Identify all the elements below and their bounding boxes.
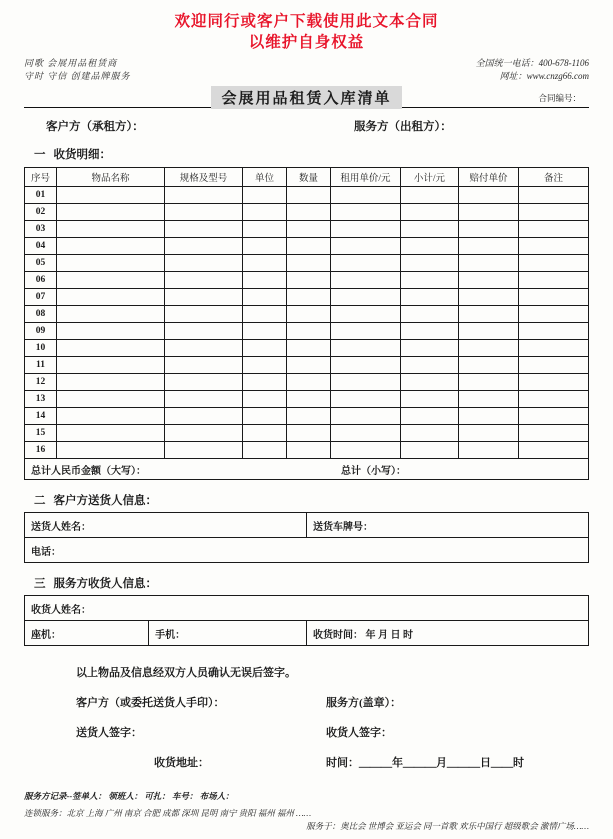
- cell-compensation[interactable]: [459, 340, 519, 357]
- company-name: 同歌 会展用品租赁商: [24, 58, 118, 68]
- cell-price[interactable]: [331, 204, 401, 221]
- receiver-landline-label[interactable]: 座机：: [25, 621, 149, 646]
- detail-table: [24, 167, 589, 480]
- cell-compensation[interactable]: [459, 442, 519, 459]
- cell-qty[interactable]: [287, 289, 331, 306]
- confirmation-statement: 以上物品及信息经双方人员确认无误后签字。: [76, 667, 296, 679]
- col-compensation-price: 赔付单价: [459, 168, 519, 187]
- detail-table-header-row: [25, 168, 589, 187]
- cell-compensation[interactable]: [459, 204, 519, 221]
- delivery-address-label[interactable]: 收货地址：: [154, 757, 209, 769]
- table-row[interactable]: [25, 425, 589, 442]
- cell-unit[interactable]: [243, 289, 287, 306]
- cell-qty[interactable]: [287, 255, 331, 272]
- row-index: 11: [25, 357, 57, 374]
- cell-price[interactable]: [331, 408, 401, 425]
- col-quantity: 数量: [287, 168, 331, 187]
- row-index: 13: [25, 391, 57, 408]
- cell-qty[interactable]: [287, 425, 331, 442]
- cell-compensation[interactable]: [459, 238, 519, 255]
- row-index: 16: [25, 442, 57, 459]
- cell-subtotal[interactable]: [401, 255, 459, 272]
- cell-qty[interactable]: [287, 357, 331, 374]
- cell-item-name[interactable]: [57, 272, 165, 289]
- table-row[interactable]: [25, 340, 589, 357]
- cell-qty[interactable]: [287, 340, 331, 357]
- cell-price[interactable]: [331, 442, 401, 459]
- cell-remark[interactable]: [519, 323, 589, 340]
- row-index: 14: [25, 408, 57, 425]
- table-row[interactable]: [25, 255, 589, 272]
- section-one-heading: [24, 146, 589, 162]
- row-index: 01: [25, 187, 57, 204]
- col-index: 序号: [25, 168, 57, 187]
- cell-remark[interactable]: [519, 306, 589, 323]
- receiver-time-units: 年 月 日 时: [365, 629, 413, 641]
- col-subtotal: 小计/元: [401, 168, 459, 187]
- footer-service-line: 服务于：奥比会 世博会 亚运会 同一首歌 欢乐中国行 超级歌会 激情广场……: [306, 821, 589, 831]
- cell-subtotal[interactable]: [401, 289, 459, 306]
- cell-unit[interactable]: [243, 204, 287, 221]
- row-index: 06: [25, 272, 57, 289]
- cell-spec[interactable]: [165, 289, 243, 306]
- cell-compensation[interactable]: [459, 391, 519, 408]
- cell-qty[interactable]: [287, 187, 331, 204]
- col-unit: 单位: [243, 168, 287, 187]
- signature-row-address-time: [24, 754, 589, 770]
- table-row[interactable]: [25, 408, 589, 425]
- cell-remark[interactable]: [519, 187, 589, 204]
- cell-qty[interactable]: [287, 391, 331, 408]
- cell-remark[interactable]: [519, 255, 589, 272]
- cell-subtotal[interactable]: [401, 323, 459, 340]
- cell-price[interactable]: [331, 425, 401, 442]
- cell-unit[interactable]: [243, 425, 287, 442]
- parties-row: [24, 118, 589, 134]
- cell-spec[interactable]: [165, 340, 243, 357]
- cell-compensation[interactable]: [459, 374, 519, 391]
- cell-price[interactable]: [331, 238, 401, 255]
- cell-remark[interactable]: [519, 221, 589, 238]
- cell-unit[interactable]: [243, 357, 287, 374]
- cell-price[interactable]: [331, 289, 401, 306]
- section-one-number: 一: [34, 149, 46, 161]
- row-index: 12: [25, 374, 57, 391]
- cell-price[interactable]: [331, 340, 401, 357]
- table-row[interactable]: [25, 357, 589, 374]
- cell-remark[interactable]: [519, 238, 589, 255]
- cell-price[interactable]: [331, 323, 401, 340]
- receiver-row-2[interactable]: [25, 621, 589, 646]
- cell-compensation[interactable]: [459, 306, 519, 323]
- section-one-label: 收货明细：: [53, 149, 111, 161]
- cell-unit[interactable]: [243, 255, 287, 272]
- contract-number-label: 合同编号：: [538, 93, 581, 103]
- cell-spec[interactable]: [165, 374, 243, 391]
- service-seal-label[interactable]: 服务方(盖章）：: [326, 697, 402, 709]
- cell-unit[interactable]: [243, 374, 287, 391]
- total-amount-figures-label: 总计（小写）：: [341, 465, 406, 477]
- letterhead: [24, 57, 589, 83]
- cell-compensation[interactable]: [459, 323, 519, 340]
- cell-unit[interactable]: [243, 442, 287, 459]
- cell-item-name[interactable]: [57, 289, 165, 306]
- company-website: 网址：www.cnzg66.com: [499, 71, 589, 81]
- total-amount-words-label: 总计人民币金额（大写）：: [31, 465, 146, 477]
- cell-item-name[interactable]: [57, 425, 165, 442]
- cell-remark[interactable]: [519, 391, 589, 408]
- cell-price[interactable]: [331, 221, 401, 238]
- cell-item-name[interactable]: [57, 408, 165, 425]
- row-index: 04: [25, 238, 57, 255]
- table-row[interactable]: [25, 187, 589, 204]
- section-two-heading: [24, 492, 589, 508]
- cell-qty[interactable]: [287, 408, 331, 425]
- cell-price[interactable]: [331, 306, 401, 323]
- cell-spec[interactable]: [165, 255, 243, 272]
- cell-qty[interactable]: [287, 272, 331, 289]
- cell-qty[interactable]: [287, 238, 331, 255]
- cell-unit[interactable]: [243, 221, 287, 238]
- cell-remark[interactable]: [519, 204, 589, 221]
- cell-spec[interactable]: [165, 323, 243, 340]
- detail-table-body: [25, 187, 589, 480]
- table-row[interactable]: [25, 289, 589, 306]
- cell-compensation[interactable]: [459, 255, 519, 272]
- cell-subtotal[interactable]: [401, 204, 459, 221]
- cell-spec[interactable]: [165, 357, 243, 374]
- cell-qty[interactable]: [287, 323, 331, 340]
- sender-row-1[interactable]: [25, 513, 589, 538]
- cell-remark[interactable]: [519, 289, 589, 306]
- row-index: 09: [25, 323, 57, 340]
- receiver-time-cell[interactable]: [306, 621, 588, 646]
- cell-compensation[interactable]: [459, 289, 519, 306]
- cell-subtotal[interactable]: [401, 408, 459, 425]
- cell-unit[interactable]: [243, 238, 287, 255]
- service-party-label: 服务方（出租方）：: [354, 121, 452, 133]
- cell-remark[interactable]: [519, 442, 589, 459]
- table-row[interactable]: [25, 221, 589, 238]
- document-footer: [24, 790, 589, 833]
- receiver-time-label: 收货时间：: [312, 629, 363, 641]
- cell-subtotal[interactable]: [401, 425, 459, 442]
- cell-remark[interactable]: [519, 272, 589, 289]
- table-row[interactable]: [25, 442, 589, 459]
- table-row[interactable]: [25, 323, 589, 340]
- title-area: [24, 86, 589, 106]
- cell-spec[interactable]: [165, 425, 243, 442]
- cell-subtotal[interactable]: [401, 221, 459, 238]
- row-index: 10: [25, 340, 57, 357]
- row-index: 03: [25, 221, 57, 238]
- sender-signature-label[interactable]: 送货人签字：: [76, 727, 142, 739]
- cell-item-name[interactable]: [57, 238, 165, 255]
- cell-unit[interactable]: [243, 340, 287, 357]
- cell-remark[interactable]: [519, 425, 589, 442]
- cell-compensation[interactable]: [459, 408, 519, 425]
- receiver-signature-label[interactable]: 收货人签字：: [326, 727, 392, 739]
- sender-plate-label[interactable]: 送货车牌号：: [307, 513, 589, 538]
- cell-remark[interactable]: [519, 357, 589, 374]
- cell-unit[interactable]: [243, 323, 287, 340]
- cell-compensation[interactable]: [459, 272, 519, 289]
- cell-compensation[interactable]: [459, 425, 519, 442]
- cell-subtotal[interactable]: [401, 187, 459, 204]
- cell-item-name[interactable]: [57, 442, 165, 459]
- cell-subtotal[interactable]: [401, 442, 459, 459]
- company-phone: 全国统一电话：400-678-1106: [475, 58, 589, 68]
- cell-compensation[interactable]: [459, 357, 519, 374]
- cell-unit[interactable]: [243, 187, 287, 204]
- table-row[interactable]: [25, 204, 589, 221]
- cell-unit[interactable]: [243, 272, 287, 289]
- cell-price[interactable]: [331, 272, 401, 289]
- company-contact: [476, 57, 589, 83]
- company-branding: [24, 57, 131, 83]
- cell-qty[interactable]: [287, 204, 331, 221]
- promo-banner-line1: 欢迎同行或客户下载使用此文本合同: [174, 13, 439, 30]
- table-row[interactable]: [25, 272, 589, 289]
- customer-party-label: 客户方（承租方）：: [46, 121, 144, 133]
- cell-price[interactable]: [331, 357, 401, 374]
- section-two-number: 二: [34, 495, 46, 507]
- cell-unit[interactable]: [243, 306, 287, 323]
- cell-subtotal[interactable]: [401, 374, 459, 391]
- section-three-label: 服务方收货人信息：: [53, 578, 157, 590]
- cell-item-name[interactable]: [57, 323, 165, 340]
- cell-item-name[interactable]: [57, 340, 165, 357]
- cell-spec[interactable]: [165, 221, 243, 238]
- cell-spec[interactable]: [165, 442, 243, 459]
- cell-item-name[interactable]: [57, 221, 165, 238]
- footer-record-line: 服务方记录--签单人： 领班人： 可扎： 车号： 布场人：: [24, 791, 234, 801]
- table-row[interactable]: [25, 238, 589, 255]
- cell-qty[interactable]: [287, 221, 331, 238]
- receiver-mobile-label[interactable]: 手机：: [149, 621, 307, 646]
- cell-item-name[interactable]: [57, 187, 165, 204]
- cell-qty[interactable]: [287, 442, 331, 459]
- receiver-name-label[interactable]: 收货人姓名：: [25, 596, 589, 621]
- cell-spec[interactable]: [165, 187, 243, 204]
- section-two-label: 客户方送货人信息：: [53, 495, 157, 507]
- cell-remark[interactable]: [519, 374, 589, 391]
- row-index: 07: [25, 289, 57, 306]
- section-three-heading: [24, 575, 589, 591]
- sender-row-2[interactable]: [25, 538, 589, 563]
- promo-banner: [24, 12, 589, 53]
- page-title: 会展用品租赁入库清单: [211, 86, 401, 109]
- col-remark: 备注: [519, 168, 589, 187]
- totals-row[interactable]: [25, 459, 589, 480]
- cell-item-name[interactable]: [57, 255, 165, 272]
- cell-subtotal[interactable]: [401, 391, 459, 408]
- cell-compensation[interactable]: [459, 187, 519, 204]
- cell-spec[interactable]: [165, 272, 243, 289]
- cell-subtotal[interactable]: [401, 306, 459, 323]
- row-index: 02: [25, 204, 57, 221]
- cell-remark[interactable]: [519, 340, 589, 357]
- col-rent-unit-price: 租用单价/元: [331, 168, 401, 187]
- receiver-row-1[interactable]: [25, 596, 589, 621]
- cell-spec[interactable]: [165, 408, 243, 425]
- cell-item-name[interactable]: [57, 391, 165, 408]
- cell-remark[interactable]: [519, 408, 589, 425]
- promo-banner-line2: 以维护自身权益: [248, 34, 365, 51]
- sender-phone-label[interactable]: 电话：: [25, 538, 589, 563]
- cell-spec[interactable]: [165, 204, 243, 221]
- table-row[interactable]: [25, 391, 589, 408]
- cell-unit[interactable]: [243, 408, 287, 425]
- receiver-info-table: [24, 595, 589, 646]
- sender-name-label[interactable]: 送货人姓名：: [25, 513, 307, 538]
- row-index: 05: [25, 255, 57, 272]
- cell-item-name[interactable]: [57, 374, 165, 391]
- cell-subtotal[interactable]: [401, 357, 459, 374]
- cell-item-name[interactable]: [57, 306, 165, 323]
- footer-chain-line: 连锁服务：北京 上海 广州 南京 合肥 成都 深圳 昆明 南宁 贵阳 福州 福州 ……: [24, 808, 312, 818]
- cell-price[interactable]: [331, 391, 401, 408]
- row-index: 15: [25, 425, 57, 442]
- cell-spec[interactable]: [165, 306, 243, 323]
- table-row[interactable]: [25, 374, 589, 391]
- table-row[interactable]: [25, 306, 589, 323]
- signature-row-names: [24, 724, 589, 740]
- col-spec-model: 规格及型号: [165, 168, 243, 187]
- col-item-name: 物品名称: [57, 168, 165, 187]
- section-three-number: 三: [34, 578, 46, 590]
- cell-qty[interactable]: [287, 374, 331, 391]
- cell-spec[interactable]: [165, 238, 243, 255]
- cell-price[interactable]: [331, 374, 401, 391]
- signature-time-label[interactable]: 时间：＿＿＿年＿＿＿月＿＿＿日＿＿时: [326, 757, 524, 769]
- sender-info-table: [24, 512, 589, 563]
- signature-row-seals: [24, 694, 589, 710]
- cell-unit[interactable]: [243, 391, 287, 408]
- cell-subtotal[interactable]: [401, 272, 459, 289]
- row-index: 08: [25, 306, 57, 323]
- company-slogan: 守时 守信 创建品牌服务: [24, 71, 131, 81]
- cell-subtotal[interactable]: [401, 238, 459, 255]
- cell-qty[interactable]: [287, 306, 331, 323]
- cell-item-name[interactable]: [57, 204, 165, 221]
- cell-spec[interactable]: [165, 391, 243, 408]
- customer-seal-label[interactable]: 客户方（或委托送货人手印）：: [76, 697, 225, 709]
- totals-cell[interactable]: [25, 459, 589, 480]
- cell-price[interactable]: [331, 187, 401, 204]
- cell-subtotal[interactable]: [401, 340, 459, 357]
- cell-price[interactable]: [331, 255, 401, 272]
- cell-compensation[interactable]: [459, 221, 519, 238]
- cell-item-name[interactable]: [57, 357, 165, 374]
